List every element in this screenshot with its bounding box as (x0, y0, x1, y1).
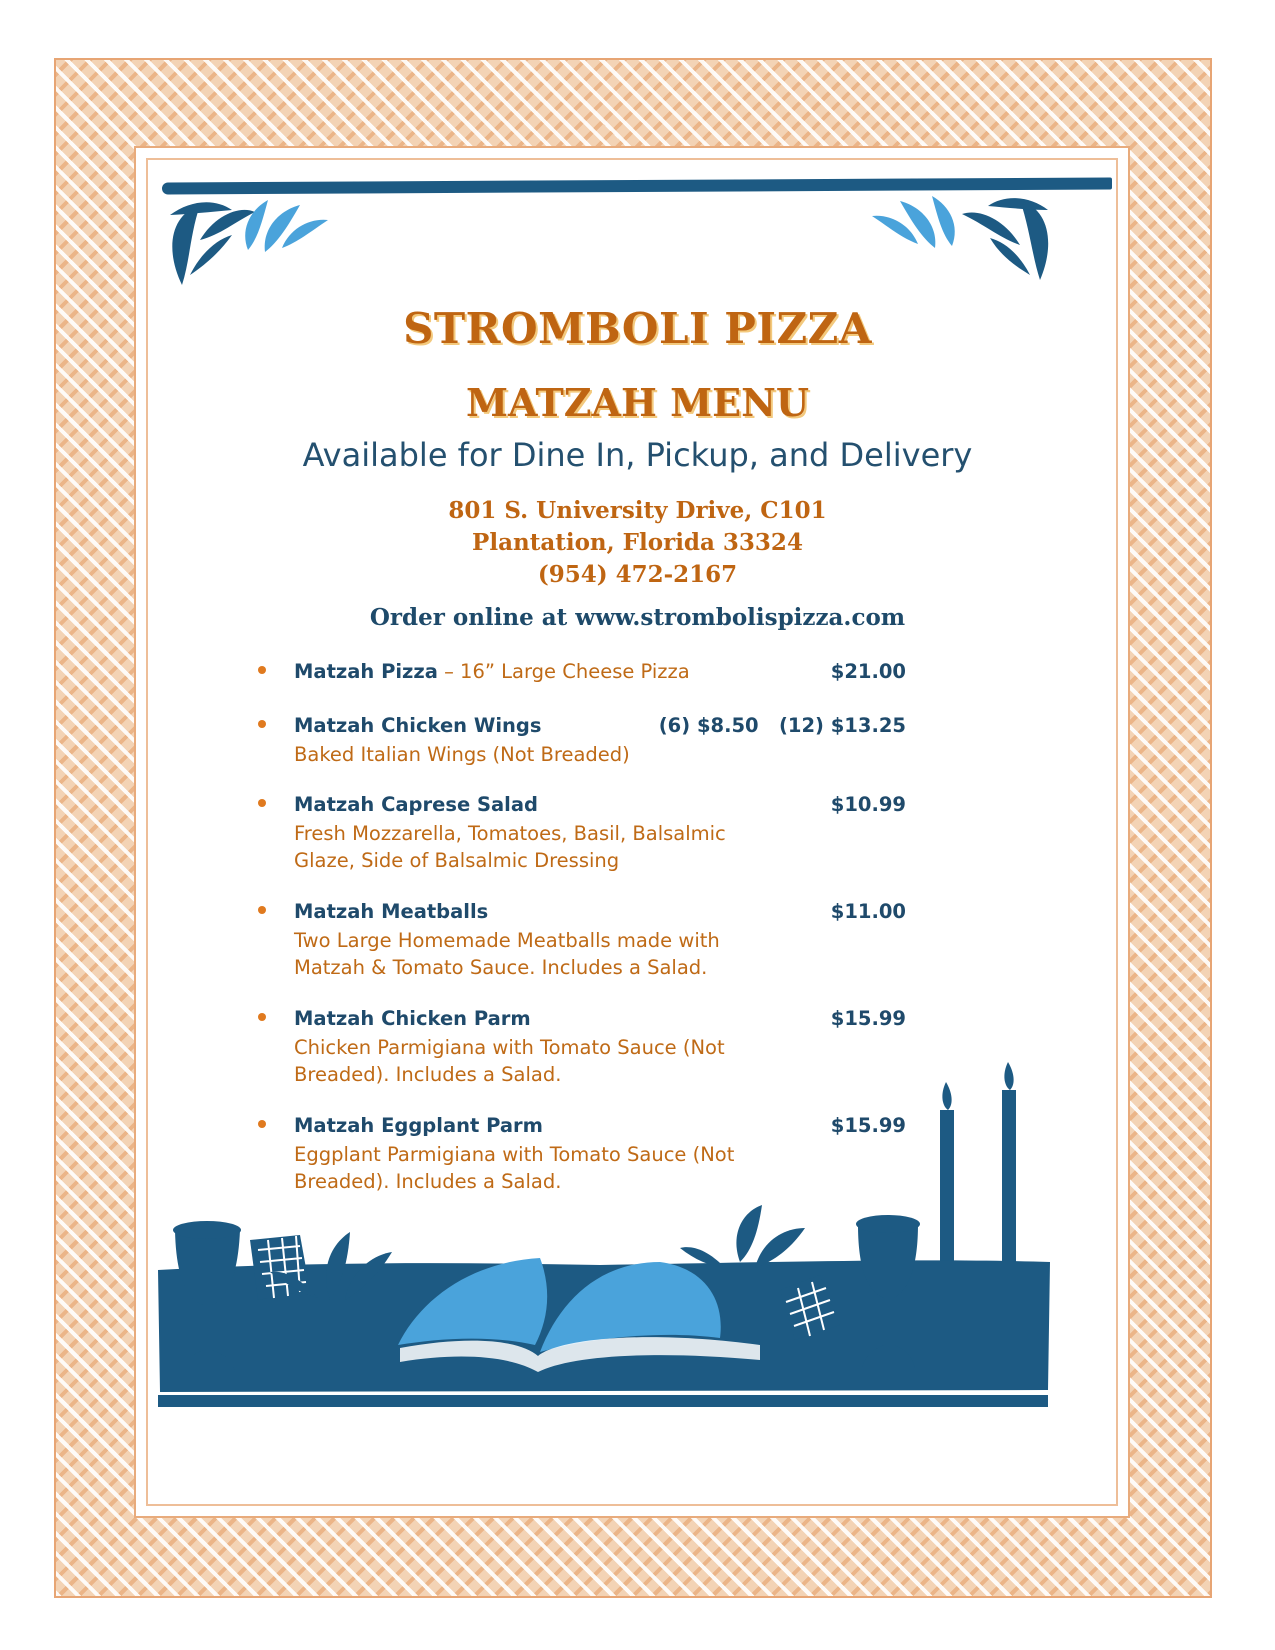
item-price: $21.00 (830, 660, 906, 683)
item-name: Matzah Eggplant Parm (294, 1114, 543, 1137)
menu-title: MATZAH MENU (465, 380, 809, 425)
bullet-icon (258, 720, 266, 728)
address-line-1: 801 S. University Drive, C101 (448, 497, 827, 524)
item-price: (6) $8.50 (12) $13.25 (658, 714, 906, 737)
item-name-line (294, 660, 690, 683)
item-price: $15.99 (830, 1007, 906, 1030)
item-description: Eggplant Parmigiana with Tomato Sauce (Not Breaded). Includes a Salad. (294, 1143, 735, 1193)
item-name: Matzah Pizza (294, 660, 438, 683)
item-price: $15.99 (830, 1114, 906, 1137)
leaf-ornaments (0, 0, 1275, 320)
item-price: $10.99 (830, 793, 906, 816)
phone-number: (954) 472-2167 (537, 561, 738, 588)
order-online-link[interactable]: Order online at www.strombolispizza.com (369, 604, 906, 631)
bullet-icon (258, 1013, 266, 1021)
bullet-icon (258, 906, 266, 914)
item-description: Fresh Mozzarella, Tomatoes, Basil, Balsalmic Glaze, Side of Balsalmic Dressing (294, 822, 726, 872)
right-leaf-icon (872, 196, 1048, 280)
item-price: $11.00 (830, 900, 906, 923)
availability-text: Available for Dine In, Pickup, and Delivery (302, 436, 973, 474)
item-name: Matzah Caprese Salad (294, 793, 538, 816)
item-description: Baked Italian Wings (Not Breaded) (294, 743, 630, 766)
item-name: Matzah Meatballs (294, 900, 489, 923)
item-inline-description: – 16” Large Cheese Pizza (437, 660, 690, 683)
item-description: Chicken Parmigiana with Tomato Sauce (Not Breaded). Includes a Salad. (294, 1036, 725, 1086)
restaurant-name: STROMBOLI PIZZA (403, 304, 872, 353)
item-name: Matzah Chicken Wings (294, 714, 542, 737)
item-description: Two Large Homemade Meatballs made with Matzah & Tomato Sauce. Includes a Salad. (294, 929, 720, 979)
item-name: Matzah Chicken Parm (294, 1007, 531, 1030)
bullet-icon (258, 666, 266, 674)
bullet-icon (258, 1120, 266, 1128)
address-line-2: Plantation, Florida 33324 (472, 529, 803, 556)
left-leaf-icon (170, 200, 328, 285)
bullet-icon (258, 799, 266, 807)
